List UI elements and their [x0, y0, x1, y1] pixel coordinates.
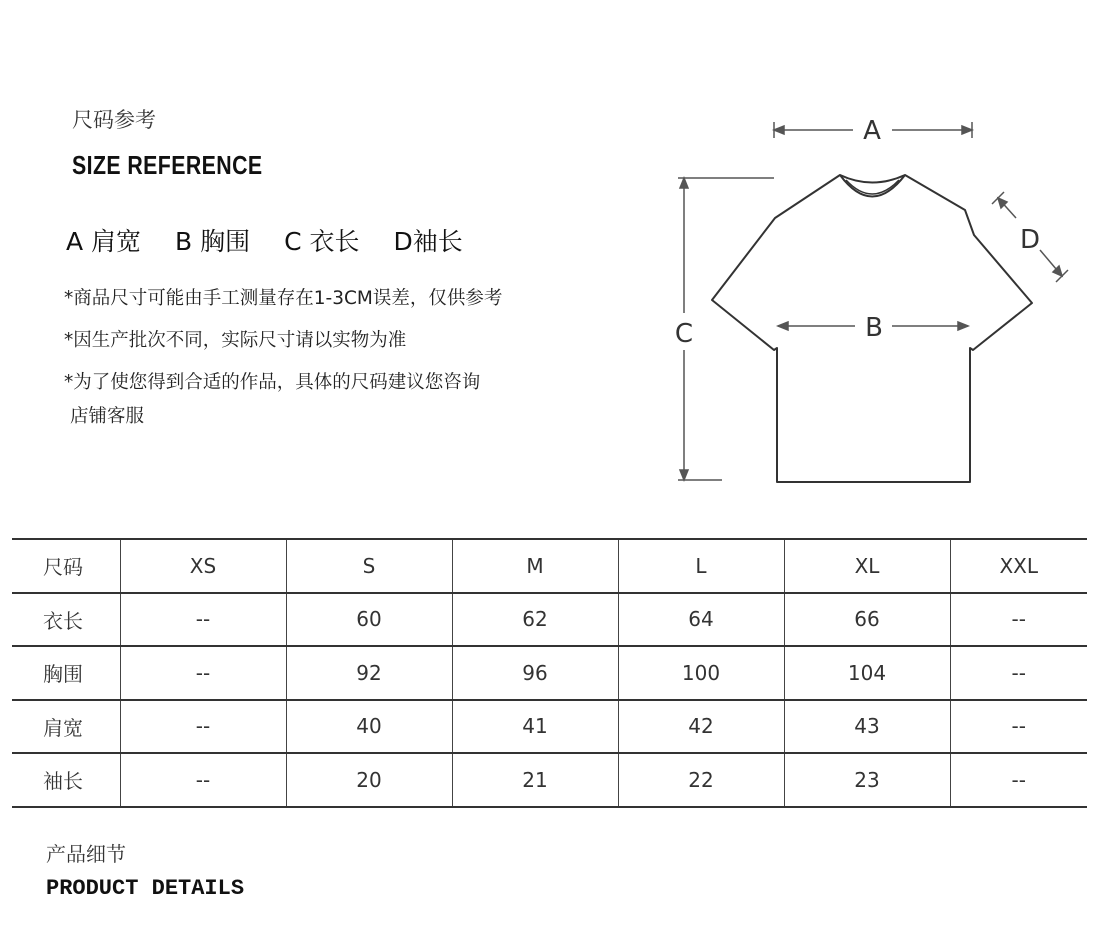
table-cell: 60 — [286, 593, 452, 647]
measurement-legend — [66, 222, 489, 258]
table-cell: -- — [120, 753, 286, 807]
table-row — [12, 646, 1087, 700]
table-row — [12, 753, 1087, 807]
header-cell: XL — [784, 539, 950, 593]
row-label: 胸围 — [43, 662, 83, 687]
product-details-title-en: PRODUCT DETAILS — [46, 876, 245, 901]
tshirt-measurement-diagram — [660, 100, 1080, 490]
table-cell: 41 — [452, 700, 618, 754]
table-cell: 42 — [618, 700, 784, 754]
table-cell: 23 — [784, 753, 950, 807]
header-cell: XXL — [950, 539, 1087, 593]
note-consult-cont: 店铺客服 — [70, 406, 145, 427]
table-cell: 96 — [452, 646, 618, 700]
table-cell: -- — [950, 593, 1087, 647]
table-cell: -- — [120, 593, 286, 647]
table-cell: 40 — [286, 700, 452, 754]
table-cell: 20 — [286, 753, 452, 807]
table-cell: 92 — [286, 646, 452, 700]
label-b: B — [865, 313, 883, 343]
table-cell: 104 — [784, 646, 950, 700]
legend-c: C 衣长 — [284, 227, 360, 256]
header-cell: 尺码 — [43, 555, 83, 580]
size-table — [12, 538, 1087, 808]
row-label: 袖长 — [43, 769, 83, 794]
header-cell: XS — [120, 539, 286, 593]
label-c: C — [674, 319, 694, 349]
table-cell: -- — [120, 700, 286, 754]
legend-b: B 胸围 — [175, 227, 251, 256]
header-cell: S — [286, 539, 452, 593]
table-cell: -- — [120, 646, 286, 700]
table-cell: -- — [950, 646, 1087, 700]
size-reference-title-en: SIZE REFERENCE — [72, 150, 263, 180]
table-cell: 43 — [784, 700, 950, 754]
legend-a: A 肩宽 — [66, 227, 142, 256]
label-a: A — [863, 116, 881, 146]
note-measurement-error: *商品尺寸可能由手工测量存在1-3CM误差，仅供参考 — [64, 288, 503, 309]
table-cell: 22 — [618, 753, 784, 807]
size-table-header-row — [12, 539, 1087, 593]
note-consult: *为了使您得到合适的作品，具体的尺码建议您咨询 — [64, 372, 481, 393]
header-cell: M — [452, 539, 618, 593]
table-cell: 21 — [452, 753, 618, 807]
table-cell: 66 — [784, 593, 950, 647]
note-batch-difference: *因生产批次不同，实际尺寸请以实物为准 — [64, 330, 407, 351]
size-reference-title-cn: 尺码参考 — [72, 108, 156, 132]
table-cell: 64 — [618, 593, 784, 647]
label-d: D — [1019, 225, 1041, 255]
row-label: 肩宽 — [43, 715, 83, 740]
header-cell: L — [618, 539, 784, 593]
table-row — [12, 700, 1087, 754]
table-cell: -- — [950, 753, 1087, 807]
legend-d: D袖长 — [393, 227, 463, 256]
table-row — [12, 593, 1087, 647]
product-details-title-cn: 产品细节 — [46, 842, 126, 866]
table-cell: -- — [950, 700, 1087, 754]
row-label: 衣长 — [43, 608, 83, 633]
table-cell: 100 — [618, 646, 784, 700]
table-cell: 62 — [452, 593, 618, 647]
